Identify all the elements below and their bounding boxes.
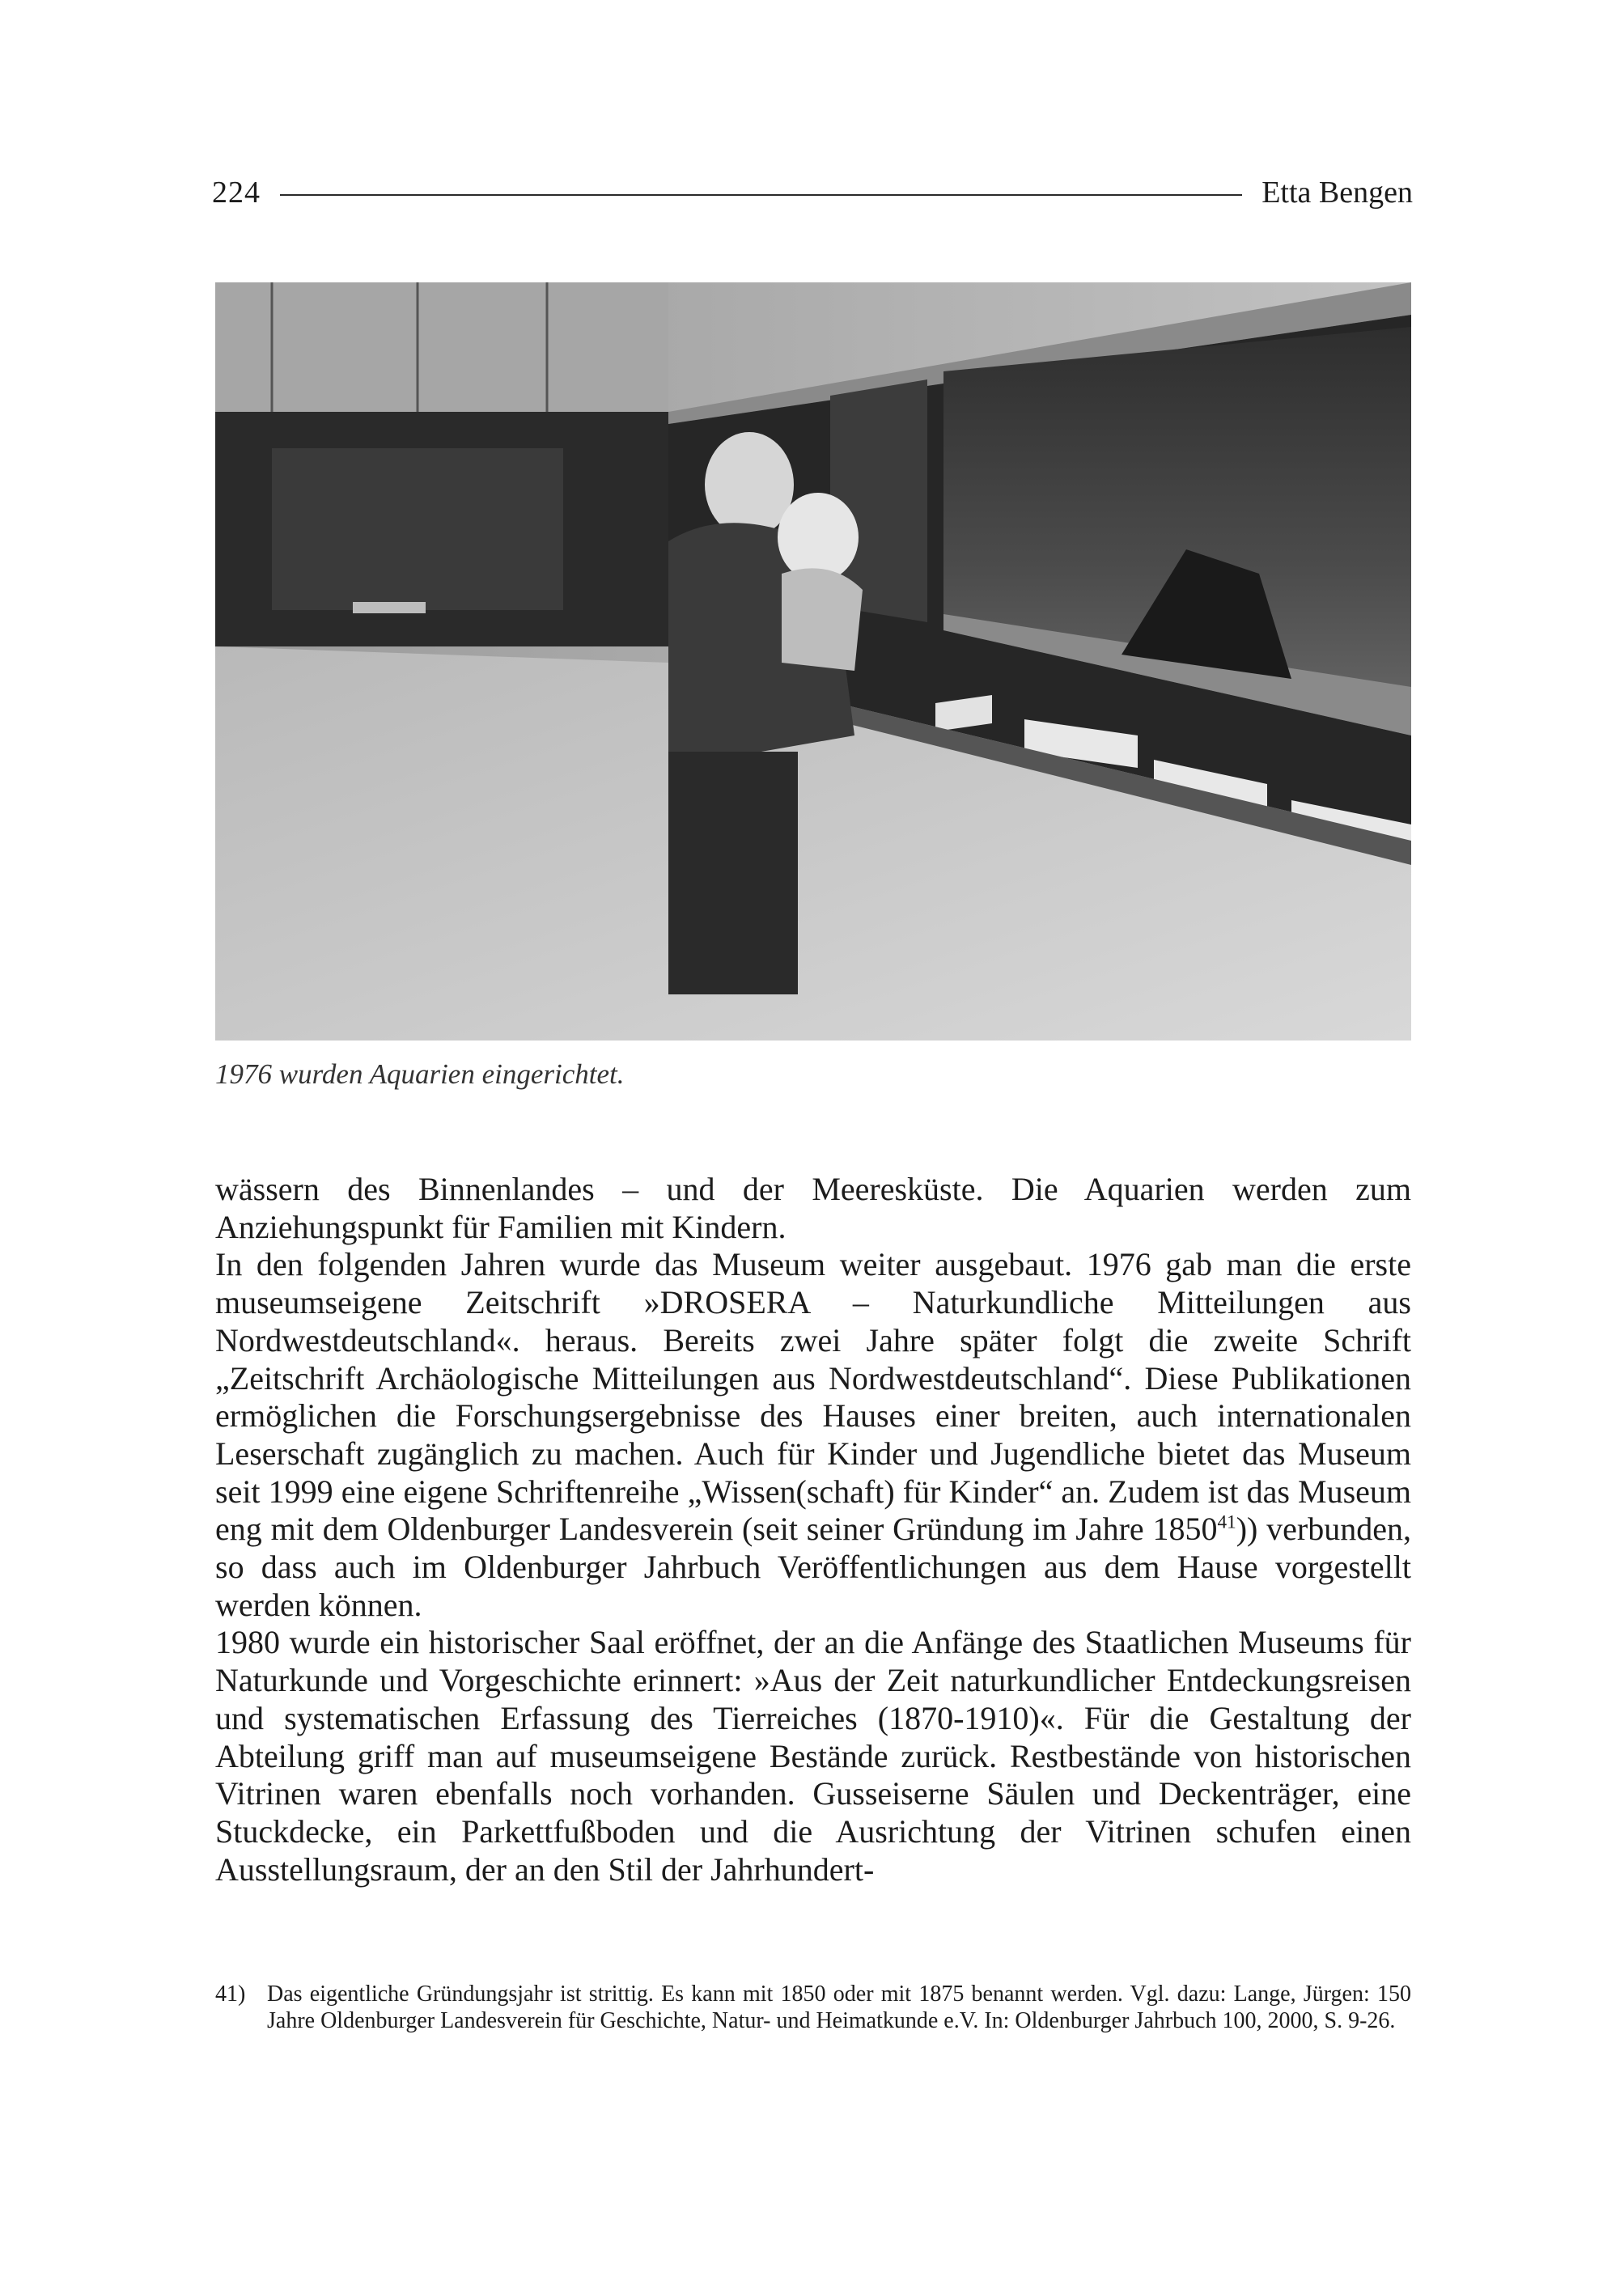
figure-caption: 1976 wurden Aquarien eingerichtet. bbox=[215, 1058, 625, 1090]
page-header bbox=[212, 168, 1413, 217]
footnote-text: Das eigentliche Gründungsjahr ist strittig. Es kann mit 1850 oder mit 1875 benannt werden. Vgl. dazu: Lange, Jürgen: 150 Jahre Oldenburger Landesverein für Geschichte, Natur- und Heimatkunde e.V. In: Oldenburger Jahrbuch 100, 2000, S. 9-26. bbox=[267, 1981, 1411, 2033]
paragraph: wässern des Binnenlandes – und der Meeresküste. Die Aquarien werden zum Anziehungspunkt für Familien mit Kindern. bbox=[215, 1171, 1411, 1245]
footnote-reference: 41 bbox=[1217, 1512, 1236, 1533]
paragraph bbox=[215, 1246, 1411, 1624]
aquarium-photo-illustration bbox=[215, 282, 1411, 1041]
footnote bbox=[215, 1981, 1411, 2034]
paragraph-text: )) verbunden, so dass auch im Oldenburger Jahrbuch Veröffentlichungen aus dem Hause vorgestellt werden können. bbox=[215, 1511, 1412, 1623]
header-rule bbox=[280, 194, 1242, 196]
body-text bbox=[215, 1171, 1411, 1888]
page-number: 224 bbox=[212, 176, 261, 210]
running-head-author: Etta Bengen bbox=[1261, 176, 1413, 210]
paragraph: 1980 wurde ein historischer Saal eröffnet, der an die Anfänge des Staatlichen Museums für Naturkunde und Vorgeschichte erinnert: »Aus der Zeit naturkundlicher Entdeckungsreisen und systematischen Erfassung des Tierreiches (1870-1910)«. Für die Gestaltung der Abteilung griff man auf museumseigene Bestände zurück. Restbestände von historischen Vitrinen waren ebenfalls noch vorhanden. Gusseiserne Säulen und Deckenträger, eine Stuckdecke, ein Parkettfußboden und die Ausrichtung der Vitrinen schufen einen Ausstellungsraum, der an den Stil der Jahrhundert- bbox=[215, 1624, 1411, 1888]
paragraph-text: In den folgenden Jahren wurde das Museum weiter ausgebaut. 1976 gab man die erste museumseigene Zeitschrift »DROSERA – Naturkundliche Mitteilungen aus Nordwestdeutschland«. heraus. Bereits zwei Jahre später folgt die zweite Schrift „Zeitschrift Archäologische Mitteilungen aus Nordwestdeutschland“. Diese Publikationen ermöglichen die Forschungsergebnisse des Hauses einer breiten, auch internationalen Leserschaft zugänglich zu machen. Auch für Kinder und Jugendliche bietet das Museum seit 1999 eine eigene Schriftenreihe „Wissen(schaft) für Kinder“ an. Zudem ist das Museum eng mit dem Oldenburger Landesverein (seit seiner Gründung im Jahre 1850 bbox=[215, 1246, 1411, 1548]
aquarium-photo bbox=[215, 282, 1411, 1041]
footnote-number: 41) bbox=[215, 1981, 246, 2007]
